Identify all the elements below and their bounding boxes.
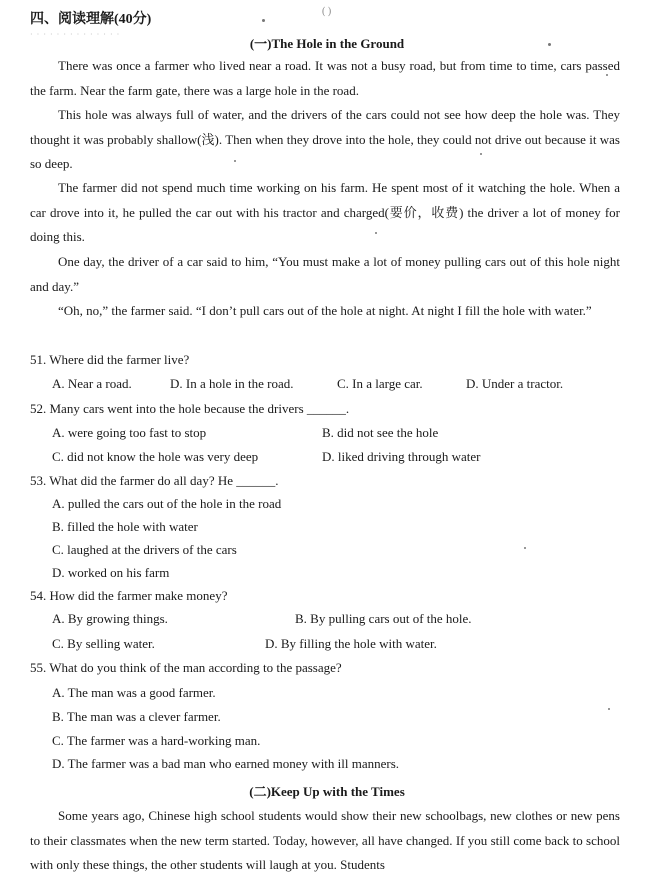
passage-2-paragraph-1: Some years ago, Chinese high school students would show their new schoolbags, new clothes or new pens to their classmates when the new term started. Today, however, all have changed. If you still come back to school with only these things, the other students will laugh at you. Students xyxy=(30,808,620,872)
question-55-option-a[interactable]: A. The man was a good farmer. xyxy=(52,685,216,700)
question-52-option-b[interactable]: B. did not see the hole xyxy=(322,425,439,440)
passage-2-title: (二)Keep Up with the Times xyxy=(249,784,405,799)
passage-1-paragraph-1: There was once a farmer who lived near a road. It was not a busy road, but from time to time, cars passed the farm. Near the farm gate, there was a large hole in the road. xyxy=(30,58,620,98)
question-55-stem: 55. What do you think of the man according to the passage? xyxy=(30,660,342,675)
question-52-option-c[interactable]: C. did not know the hole was very deep xyxy=(52,449,259,464)
scan-speck xyxy=(606,74,608,76)
question-53-stem: 53. What did the farmer do all day? He ______. xyxy=(30,473,279,488)
question-54-stem: 54. How did the farmer make money? xyxy=(30,588,228,603)
passage-1-paragraph-4: One day, the driver of a car said to him, “You must make a lot of money pulling cars out of this hole night and day.” xyxy=(30,254,620,294)
question-53-option-a[interactable]: A. pulled the cars out of the hole in the road xyxy=(52,496,282,511)
question-51-option-b[interactable]: D. In a hole in the road. xyxy=(170,376,294,391)
question-51-option-d[interactable]: D. Under a tractor. xyxy=(466,376,564,391)
scan-speck xyxy=(480,153,482,155)
scan-speck xyxy=(375,232,377,234)
question-51-option-c[interactable]: C. In a large car. xyxy=(337,376,423,391)
section-heading: 四、阅读理解(40分) xyxy=(30,12,152,27)
passage-1-paragraph-2: This hole was always full of water, and the drivers of the cars could not see how deep the hole was. They thought it was probably shallow(浅). Then when they drove into the hole, they could not drive out because it was so deep. xyxy=(30,107,620,171)
passage-1-title: (一)The Hole in the Ground xyxy=(249,36,405,51)
question-54-option-b[interactable]: B. By pulling cars out of the hole. xyxy=(295,611,472,626)
passage-1-paragraph-3: The farmer did not spend much time working on his farm. He spent most of it watching the hole. When a car drove into it, he pulled the car out with his tractor and charged(要价，收费) the driver a lot of money for doing this. xyxy=(30,180,620,244)
question-52-option-d[interactable]: D. liked driving through water xyxy=(322,449,481,464)
header-mark: ( ) xyxy=(322,6,332,17)
question-54-option-a[interactable]: A. By growing things. xyxy=(52,611,168,626)
question-55-option-b[interactable]: B. The man was a clever farmer. xyxy=(52,709,221,724)
scan-speck xyxy=(548,43,551,46)
scan-speck xyxy=(524,547,526,549)
bleed-through-text: · · · · · · · · · · · · · · xyxy=(30,30,121,39)
question-54-option-d[interactable]: D. By filling the hole with water. xyxy=(265,636,437,651)
question-52-option-a[interactable]: A. were going too fast to stop xyxy=(52,425,207,440)
question-52-stem: 52. Many cars went into the hole because the drivers ______. xyxy=(30,401,350,416)
scan-speck xyxy=(234,160,236,162)
question-54-option-c[interactable]: C. By selling water. xyxy=(52,636,155,651)
scan-speck xyxy=(262,19,265,22)
passage-1-paragraph-5: “Oh, no,” the farmer said. “I don’t pull cars out of the hole at night. At night I fill the hole with water.” xyxy=(58,303,592,318)
question-55-option-c[interactable]: C. The farmer was a hard-working man. xyxy=(52,733,261,748)
question-51-option-a[interactable]: A. Near a road. xyxy=(52,376,132,391)
question-53-option-b[interactable]: B. filled the hole with water xyxy=(52,519,198,534)
scan-speck xyxy=(608,708,610,710)
question-53-option-c[interactable]: C. laughed at the drivers of the cars xyxy=(52,542,237,557)
question-55-option-d[interactable]: D. The farmer was a bad man who earned money with ill manners. xyxy=(52,756,400,771)
question-53-option-d[interactable]: D. worked on his farm xyxy=(52,565,170,580)
question-51-stem: 51. Where did the farmer live? xyxy=(30,352,190,367)
